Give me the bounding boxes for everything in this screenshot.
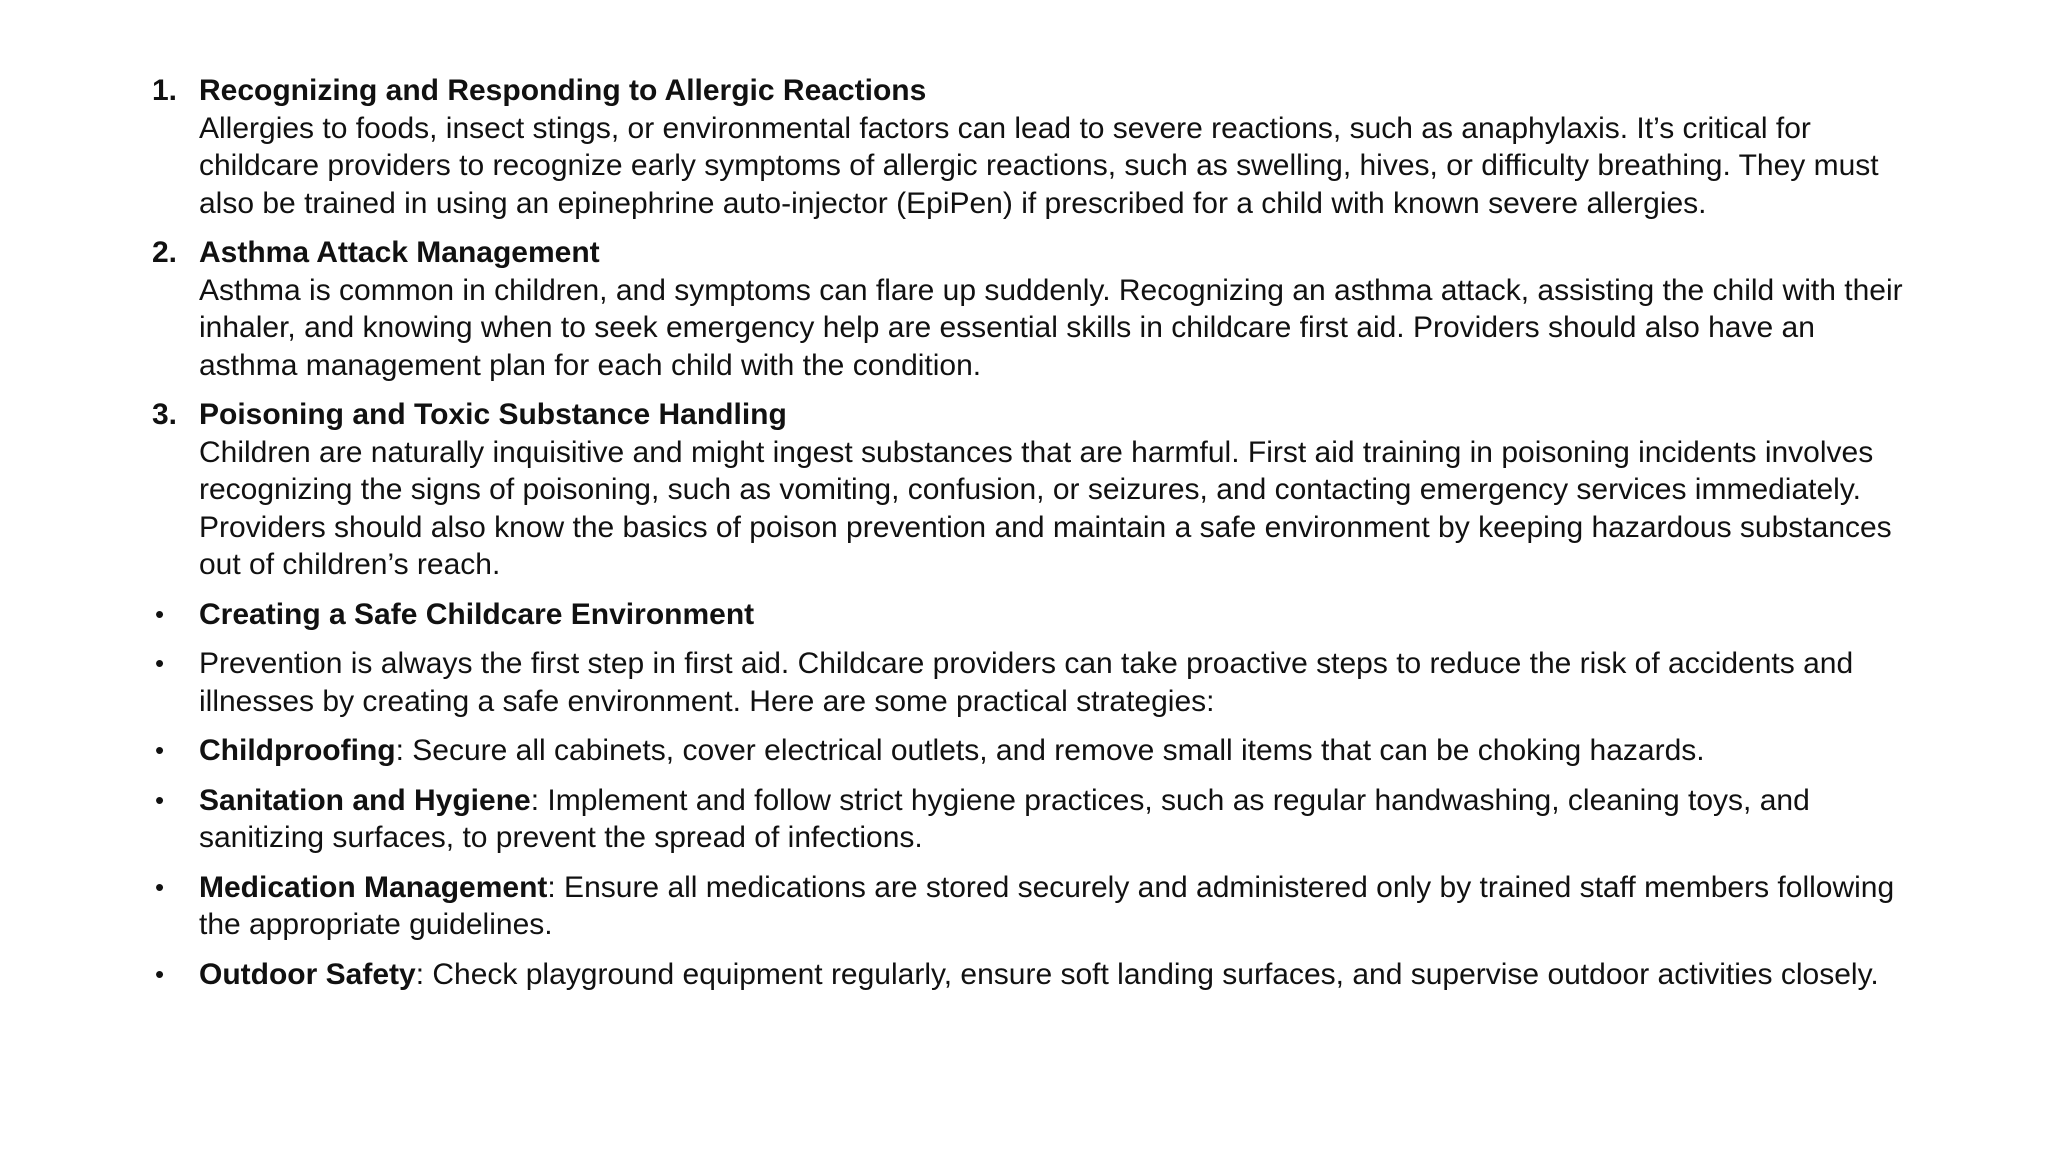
bullet-bold-text: Childproofing (199, 734, 396, 767)
slide-content (152, 72, 1912, 1005)
bullet-bold-text: Creating a Safe Childcare Environment (199, 597, 755, 631)
bullet-icon: • (155, 648, 165, 678)
bullet-bold-text: Medication Management (199, 870, 548, 904)
item-heading: Poisoning and Toxic Substance Handling (199, 398, 787, 431)
bullet-item-prevention (152, 645, 1912, 720)
item-heading: Asthma Attack Management (199, 236, 600, 269)
bullet-bold-text: Sanitation and Hygiene (199, 783, 531, 817)
list-number: 1. (152, 74, 178, 107)
bullet-icon: • (155, 871, 165, 902)
item-body: Asthma is common in children, and symptoms can flare up suddenly. Recognizing an asthma attack, assisting the child with their inhaler, and knowing when to seek emergency help are essential skills in childcare first aid. Providers should also have an asthma management plan for each child with the condition. (199, 273, 1903, 382)
item-body: Allergies to foods, insect stings, or environmental factors can lead to severe reactions, such as anaphylaxis. It’s critical for childcare providers to recognize early symptoms of allergic reactions, such as swelling, hives, or difficulty breathing. They must also be trained in using an epinephrine auto-injector (EpiPen) if prescribed for a child with known severe allergies. (199, 111, 1879, 220)
bullet-text: : Implement and follow strict hygiene practices, such as regular handwashing, cleaning toys, and sanitizing surfaces, to prevent the spread of infections. (199, 783, 1810, 854)
bullet-item-outdoor-safety (152, 956, 1912, 994)
item-body: Children are naturally inquisitive and might ingest substances that are harmful. First aid training in poisoning incidents involves recognizing the signs of poisoning, such as vomiting, confusion, or seizures, and contacting emergency services immediately. Providers should also know the basics of poison prevention and maintain a safe environment by keeping hazardous substances out of children’s reach. (199, 435, 1892, 581)
bullet-icon: • (155, 598, 165, 629)
bullet-item-safe-environment (152, 596, 1912, 634)
item-heading: Recognizing and Responding to Allergic Reactions (199, 74, 927, 107)
bullet-text: : Secure all cabinets, cover electrical outlets, and remove small items that can be choking hazards. (395, 734, 1705, 767)
numbered-item-allergic-reactions (152, 72, 1912, 222)
numbered-item-poisoning (152, 396, 1912, 584)
numbered-item-asthma (152, 234, 1912, 384)
list-number: 3. (152, 398, 178, 431)
bullet-icon: • (155, 784, 165, 815)
bullet-icon: • (155, 735, 165, 765)
bullet-icon: • (155, 958, 165, 989)
bullet-text: Prevention is always the first step in first aid. Childcare providers can take proactive steps to reduce the risk of accidents and illnesses by creating a safe environment. Here are some practical strategies: (199, 647, 1854, 718)
bullet-item-sanitation (152, 782, 1912, 857)
bullet-text: : Check playground equipment regularly, ensure soft landing surfaces, and supervise outdoor activities closely. (415, 957, 1879, 991)
bullet-item-medication (152, 869, 1912, 944)
bullet-text: : Ensure all medications are stored securely and administered only by trained staff members following the appropriate guidelines. (199, 870, 1895, 941)
bullet-item-childproofing (152, 732, 1912, 770)
list-number: 2. (152, 236, 178, 269)
bullet-bold-text: Outdoor Safety (199, 957, 416, 991)
